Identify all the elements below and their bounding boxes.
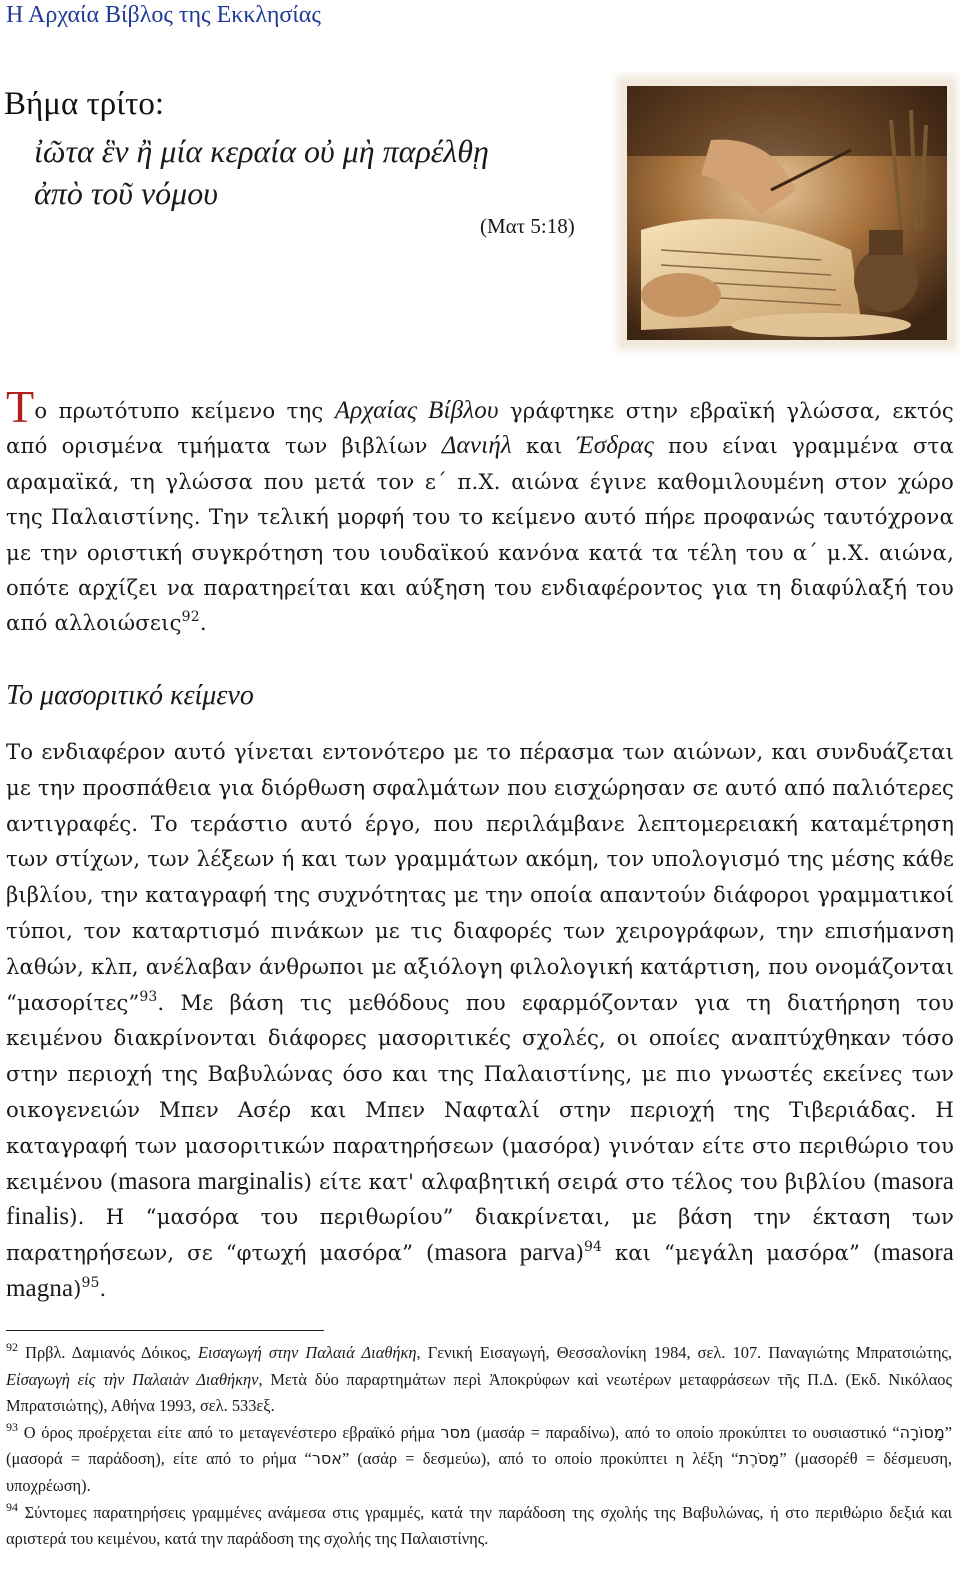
text: Ο όρος προέρχεται είτε από το μεταγενέστερο εβραϊκό ρήμα	[18, 1422, 441, 1442]
footnote-number: 93	[6, 1419, 18, 1434]
text: .	[99, 1275, 107, 1301]
text: Πρβλ. Δαμιανός Δόικος,	[18, 1343, 198, 1362]
text: )	[73, 1275, 82, 1301]
drop-cap: Τ	[6, 381, 35, 432]
footnote-number: 94	[6, 1499, 18, 1514]
book-name: Δανιήλ	[441, 432, 512, 460]
book-title: Εισαγωγή στην Παλαιά Διαθήκη	[197, 1343, 417, 1362]
footnote-ref[interactable]: 95	[81, 1274, 100, 1291]
text: ). Η “μασόρα του περιθωρίου” διακρίνεται, με βάση την έκταση των παρατηρήσεων, σε “φτωχή μασόρα” (	[6, 1204, 954, 1266]
hebrew-word: מָסוֹרָה	[899, 1422, 945, 1442]
running-header: Η Αρχαία Βίβλος της Εκκλησίας	[6, 2, 321, 28]
section-heading: Το μασοριτικό κείμενο	[6, 680, 254, 711]
book-title: Εἰσαγωγὴ εἰς τὴν Παλαιὰν Διαθήκην	[6, 1369, 259, 1389]
text: γράφτηκε στην εβραϊκή γλώσσα, εκτός από ορισμένα τμήματα των βιβλίων	[6, 398, 954, 459]
footnote-94	[6, 1500, 952, 1553]
latin-term: masora finalis	[6, 1167, 954, 1231]
latin-term: masora parva	[434, 1239, 576, 1267]
footnote-93	[6, 1420, 952, 1500]
book-name: Έσδρας	[576, 432, 654, 460]
footnote-separator	[6, 1330, 324, 1331]
hebrew-word: אסר	[311, 1449, 342, 1469]
text: ) είτε κατ' αλφαβητική σειρά στο τέλος του βιβλίου (	[303, 1168, 882, 1194]
footnote-ref[interactable]: 93	[139, 988, 158, 1005]
hebrew-word: מסר	[440, 1422, 471, 1442]
latin-term: masora marginalis	[118, 1167, 304, 1195]
text: )	[575, 1240, 584, 1266]
chapter-title: Βήμα τρίτο:	[4, 86, 165, 122]
footnote-92	[6, 1340, 952, 1420]
book-title: Αρχαίας Βίβλου	[334, 397, 499, 424]
text: ο πρωτότυπο κείμενο της	[34, 398, 335, 423]
text: Το ενδιαφέρον αυτό γίνεται εντονότερο με το πέρασμα των αιώνων, και συνδυάζεται με την προσπάθεια για διόρθωση σφαλμάτων που εισχώρησαν σε αυτό από παλιότερες αντιγραφές. Το τεράστιο αυτό έργο, που περιλάμβανε λεπτομερειακή καταμέτρηση των στίχων, των λέξεων ή και των γραμμάτων ακόμη, τον υπολογισμό της μέσης κάθε βιβλίου, την καταγραφή της συχνότητας με την οποία απαντούν διάφοροι γραμματικοί τύποι, τον καταρτισμό πινάκων με τις διαφορές των χειρογράφων, την επισήμανση λαθών, κλπ, ανέλαβαν άνθρωποι με αξιόλογη φιλολογική κατάρτιση, που ονομάζονται “μασορίτες”	[6, 739, 954, 1015]
epigraph-reference: (Ματ 5:18)	[480, 214, 575, 238]
text: ” (μασορέθ = δέσμευση, υποχρέωση).	[6, 1449, 952, 1495]
footnote-number: 92	[6, 1340, 18, 1354]
text: , Μετὰ δύο παραρτημάτων περὶ Ἀποκρύφων καὶ νεωτέρων μεταφράσεων τῆς Π.Δ. (Εκδ. Νικόλαος Μπρατσιώτης), Αθήνα 1993, σελ. 533εξ.	[6, 1369, 952, 1416]
footnotes	[6, 1340, 952, 1553]
hebrew-word: מָסֹרֶת	[738, 1449, 780, 1469]
epigraph	[34, 130, 594, 214]
scribe-painting-icon	[621, 80, 953, 346]
text: , Γενική Εισαγωγή, Θεσσαλονίκη 1984, σελ. 107. Παναγιώτης Μπρατσιώτης,	[416, 1343, 952, 1362]
paragraph-intro	[6, 381, 954, 641]
footnote-ref[interactable]: 92	[181, 609, 200, 626]
text: ” (μασορά = παράδοση), είτε από το ρήμα “	[6, 1422, 952, 1469]
scribe-painting	[621, 80, 953, 346]
text: και “μεγάλη μασόρα” (	[601, 1240, 882, 1266]
text: ” (ασάρ = δεσμεύω), από το οποίο προκύπτει η λέξη “	[341, 1449, 739, 1469]
epigraph-line: ἰῶτα ἓν ἢ μία κεραία οὐ μὴ παρέλθῃ	[34, 133, 489, 169]
text: που είναι γραμμένα στα αραμαϊκά, τη γλώσσα που μετά τον ε΄ π.Χ. αιώνα έγινε καθομιλουμένη στον χώρο της Παλαιστίνης. Την τελική μορφή του το κείμενο αυτό πήρε προφανώς ταυτόχρονα με την οριστική συγκρότηση του ιουδαϊκού κανόνα κατά τα τέλη του α΄ μ.Χ. αιώνα, οπότε αρχίζει να παρατηρείται και αύξηση του ενδιαφέροντος για τη διαφύλαξή του από αλλοιώσεις	[6, 433, 954, 636]
epigraph-line: ἀπὸ τοῦ νόμου	[34, 175, 218, 211]
latin-term: masora magna	[6, 1239, 954, 1302]
text: . Με βάση τις μεθόδους που εφαρμόζονταν για τη διατήρηση του κειμένου διακρίνονται διάφορες μασοριτικές σχολές, οι οποίες αναπτύχθηκαν τόσο στην περιοχή της Βαβυλώνας όσο και της Παλαιστίνης, με πιο γνωστές εκείνες των οικογενειών Μπεν Ασέρ και Μπεν Ναφταλί στην περιοχή της Τιβεριάδας. Η καταγραφή των μασοριτικών παρατηρήσεων (μασόρα) γινόταν είτε στο περιθώριο του κειμένου (	[6, 989, 954, 1194]
text: Σύντομες παρατηρήσεις γραμμένες ανάμεσα στις γραμμές, κατά την παράδοση της σχολής της Βαβυλώνας, ή στο περιθώριο δεξιά και αριστερά του κειμένου, κατά την παράδοση της σχολής της Παλαιστίνης.	[6, 1502, 952, 1549]
paragraph-masoretic	[6, 734, 954, 1307]
text: .	[199, 610, 207, 636]
text: και	[511, 433, 577, 459]
footnote-ref[interactable]: 94	[583, 1239, 602, 1256]
text: (μασάρ = παραδίνω), από το οποίο προκύπτει το ουσιαστικό “	[470, 1422, 900, 1442]
